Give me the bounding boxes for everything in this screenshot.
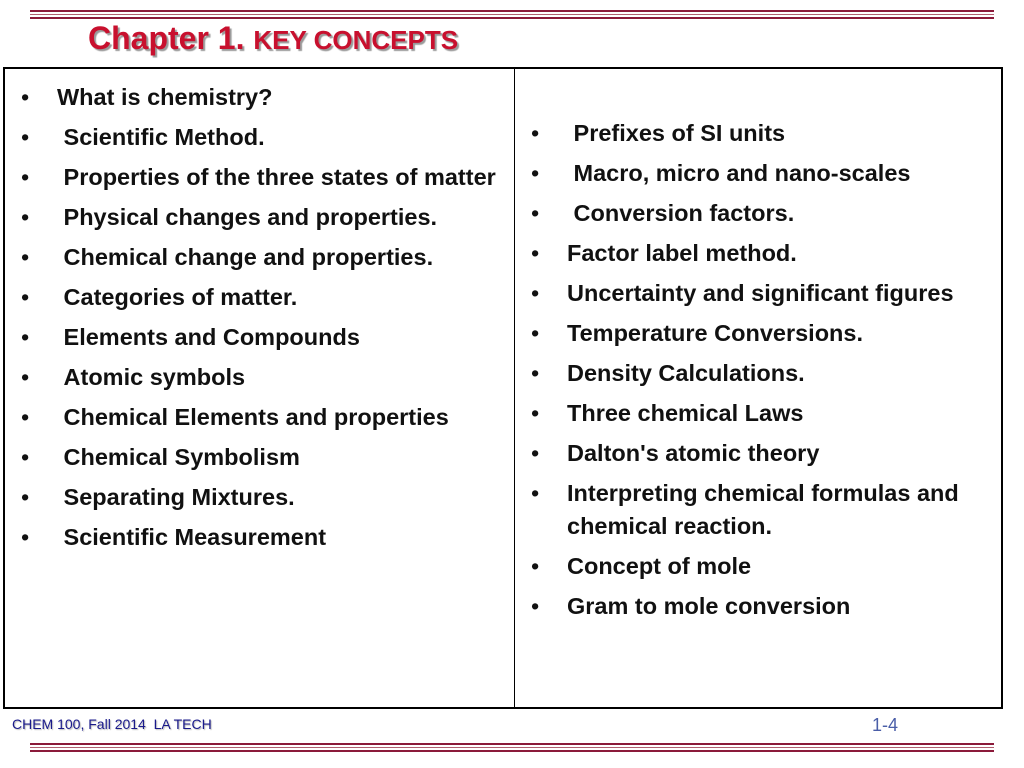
- bullet-text: Chemical Elements and properties: [57, 404, 449, 430]
- bullet-glyph: •: [531, 280, 540, 306]
- bullet-item: [15, 521, 506, 554]
- title-main: Chapter 1.: [88, 20, 254, 56]
- bullet-text: Properties of the three states of matter: [57, 164, 496, 190]
- bullet-glyph: •: [531, 320, 540, 346]
- bullet-glyph: •: [531, 553, 540, 579]
- bullet-glyph: •: [531, 593, 540, 619]
- course-footer: CHEM 100, Fall 2014 LA TECH: [12, 716, 212, 732]
- bullet-item: [15, 321, 506, 354]
- bullet-item: [525, 317, 993, 350]
- bullet-item: [15, 481, 506, 514]
- bullet-glyph: •: [21, 84, 30, 110]
- bullet-glyph: •: [21, 164, 30, 190]
- bullet-glyph: •: [21, 204, 30, 230]
- bullet-text: Conversion factors.: [567, 200, 795, 226]
- bullet-glyph: •: [531, 200, 540, 226]
- bullet-item: [15, 161, 506, 194]
- bullet-text: Macro, micro and nano-scales: [567, 160, 911, 186]
- bullet-item: [15, 281, 506, 314]
- right-bullet-list: [525, 117, 993, 623]
- bullet-item: [525, 157, 993, 190]
- bullet-item: [525, 550, 993, 583]
- bullet-text: Three chemical Laws: [567, 400, 804, 426]
- bullet-text: Atomic symbols: [57, 364, 246, 390]
- left-bullet-list: [15, 81, 506, 554]
- bullet-item: [15, 401, 506, 434]
- title-caps: KEY CONCEPTS: [253, 25, 459, 55]
- bullet-item: [15, 81, 506, 114]
- bullet-glyph: •: [531, 360, 540, 386]
- bullet-item: [525, 437, 993, 470]
- bullet-text: Uncertainty and significant figures: [567, 280, 954, 306]
- bullet-glyph: •: [21, 124, 30, 150]
- bullet-text: Chemical Symbolism: [57, 444, 300, 470]
- bullet-text: Density Calculations.: [567, 360, 805, 386]
- bullet-text: Scientific Method.: [57, 124, 265, 150]
- bottom-decorative-rule: [30, 743, 994, 754]
- bullet-text: Scientific Measurement: [57, 524, 327, 550]
- bullet-text: Temperature Conversions.: [567, 320, 864, 346]
- bullet-text: Chemical change and properties.: [57, 244, 434, 270]
- bullet-glyph: •: [21, 244, 30, 270]
- bullet-item: [15, 121, 506, 154]
- bullet-item: [525, 590, 993, 623]
- bullet-text: Categories of matter.: [57, 284, 298, 310]
- bullet-text: Factor label method.: [567, 240, 797, 266]
- bullet-glyph: •: [531, 400, 540, 426]
- bullet-text: Separating Mixtures.: [57, 484, 295, 510]
- bullet-glyph: •: [21, 324, 30, 350]
- bullet-item: [15, 241, 506, 274]
- bullet-item: [525, 397, 993, 430]
- bullet-glyph: •: [21, 404, 30, 430]
- bullet-text: Interpreting chemical formulas and chemical reaction.: [567, 480, 966, 539]
- bullet-glyph: •: [531, 160, 540, 186]
- bullet-glyph: •: [531, 440, 540, 466]
- bullet-text: Prefixes of SI units: [567, 120, 786, 146]
- bullet-text: Dalton's atomic theory: [567, 440, 820, 466]
- bullet-item: [15, 201, 506, 234]
- bullet-text: What is chemistry?: [57, 84, 273, 110]
- bullet-item: [525, 117, 993, 150]
- bullet-glyph: •: [21, 284, 30, 310]
- bullet-glyph: •: [21, 524, 30, 550]
- bullet-text: Physical changes and properties.: [57, 204, 438, 230]
- page-number: 1-4: [872, 715, 899, 735]
- bullet-item: [525, 357, 993, 390]
- bullet-item: [15, 441, 506, 474]
- slide-title: [88, 20, 458, 57]
- left-column: [5, 69, 515, 707]
- bullet-text: Concept of mole: [567, 553, 752, 579]
- bullet-item: [525, 277, 993, 310]
- bullet-text: Gram to mole conversion: [567, 593, 851, 619]
- bullet-item: [525, 477, 993, 543]
- concepts-table: [3, 67, 1003, 709]
- bullet-item: [15, 361, 506, 394]
- bullet-glyph: •: [21, 444, 30, 470]
- bullet-glyph: •: [21, 484, 30, 510]
- bullet-glyph: •: [531, 480, 540, 506]
- right-column: [515, 69, 1001, 707]
- bullet-item: [525, 237, 993, 270]
- bullet-glyph: •: [531, 120, 540, 146]
- bullet-glyph: •: [21, 364, 30, 390]
- bullet-item: [525, 197, 993, 230]
- bullet-text: Elements and Compounds: [57, 324, 360, 350]
- bullet-glyph: •: [531, 240, 540, 266]
